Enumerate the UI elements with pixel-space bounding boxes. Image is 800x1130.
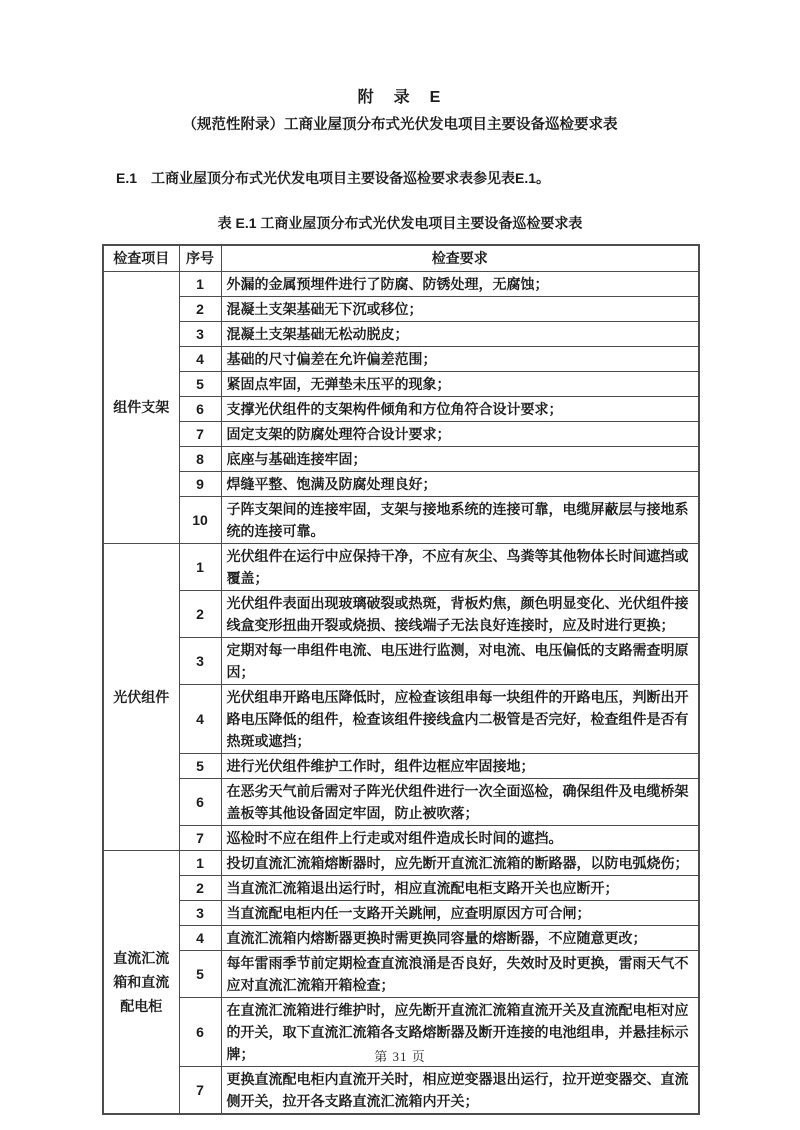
requirement-cell: 在直流汇流箱进行维护时，应先断开直流汇流箱直流开关及直流配电柜对应的开关，取下直流汇流箱各支路熔断器及断开连接的电池组串，并悬挂标示牌； [221, 997, 699, 1066]
column-header-check-item: 检查项目 [103, 245, 179, 271]
serial-number-cell: 6 [179, 778, 221, 825]
table-row [103, 496, 699, 543]
requirement-cell: 更换直流配电柜内直流开关时，相应逆变器退出运行，拉开逆变器交、直流侧开关，拉开各支路直流汇流箱内开关； [221, 1066, 699, 1114]
table-row [103, 446, 699, 471]
serial-number-cell: 10 [179, 496, 221, 543]
serial-number-cell: 3 [179, 637, 221, 684]
appendix-subtitle: （规范性附录）工商业屋顶分布式光伏发电项目主要设备巡检要求表 [182, 117, 618, 133]
serial-number-cell: 2 [179, 875, 221, 900]
table-caption: 表 E.1 工商业屋顶分布式光伏发电项目主要设备巡检要求表 [217, 215, 583, 231]
table-row [103, 321, 699, 346]
requirement-cell: 投切直流汇流箱熔断器时，应先断开直流汇流箱的断路器，以防电弧烧伤； [221, 850, 699, 875]
category-cell: 组件支架 [103, 271, 179, 543]
serial-number-cell: 4 [179, 346, 221, 371]
table-row [103, 850, 699, 875]
table-row [103, 875, 699, 900]
requirement-cell: 在恶劣天气前后需对子阵光伏组件进行一次全面巡检，确保组件及电缆桥架盖板等其他设备固定牢固，防止被吹落； [221, 778, 699, 825]
serial-number-cell: 1 [179, 271, 221, 296]
inspection-table-body [103, 271, 699, 1114]
requirement-cell: 当直流汇流箱退出运行时，相应直流配电柜支路开关也应断开； [221, 875, 699, 900]
requirement-cell: 光伏组串开路电压降低时，应检查该组串每一块组件的开路电压，判断出开路电压降低的组件，检查该组件接线盒内二极管是否完好，检查组件是否有热斑或遮挡； [221, 684, 699, 753]
requirement-cell: 直流汇流箱内熔断器更换时需更换同容量的熔断器，不应随意更改； [221, 925, 699, 950]
table-header-row [103, 245, 699, 271]
requirement-cell: 固定支架的防腐处理符合设计要求； [221, 421, 699, 446]
serial-number-cell: 6 [179, 997, 221, 1066]
serial-number-cell: 2 [179, 296, 221, 321]
table-row [103, 925, 699, 950]
serial-number-cell: 8 [179, 446, 221, 471]
serial-number-cell: 1 [179, 850, 221, 875]
category-cell: 光伏组件 [103, 543, 179, 850]
serial-number-cell: 6 [179, 396, 221, 421]
serial-number-cell: 4 [179, 684, 221, 753]
table-row [103, 950, 699, 997]
requirement-cell: 巡检时不应在组件上行走或对组件造成长时间的遮挡。 [221, 825, 699, 850]
table-row [103, 684, 699, 753]
serial-number-cell: 9 [179, 471, 221, 496]
serial-number-cell: 5 [179, 950, 221, 997]
requirement-cell: 子阵支架间的连接牢固，支架与接地系统的连接可靠，电缆屏蔽层与接地系统的连接可靠。 [221, 496, 699, 543]
table-row [103, 346, 699, 371]
requirement-cell: 进行光伏组件维护工作时，组件边框应牢固接地； [221, 753, 699, 778]
inspection-requirements-table [102, 244, 700, 1115]
serial-number-cell: 5 [179, 753, 221, 778]
serial-number-cell: 1 [179, 543, 221, 590]
requirement-cell: 底座与基础连接牢固； [221, 446, 699, 471]
column-header-check-requirement: 检查要求 [221, 245, 699, 271]
requirement-cell: 外漏的金属预埋件进行了防腐、防锈处理，无腐蚀； [221, 271, 699, 296]
table-row [103, 543, 699, 590]
requirement-cell: 定期对每一串组件电流、电压进行监测，对电流、电压偏低的支路需查明原因； [221, 637, 699, 684]
table-row [103, 371, 699, 396]
table-row [103, 271, 699, 296]
requirement-cell: 基础的尺寸偏差在允许偏差范围； [221, 346, 699, 371]
requirement-cell: 混凝土支架基础无下沉或移位； [221, 296, 699, 321]
table-row [103, 637, 699, 684]
table-row [103, 825, 699, 850]
table-row [103, 471, 699, 496]
table-row [103, 296, 699, 321]
table-row [103, 778, 699, 825]
serial-number-cell: 7 [179, 1066, 221, 1114]
requirement-cell: 混凝土支架基础无松动脱皮； [221, 321, 699, 346]
table-row [103, 900, 699, 925]
serial-number-cell: 4 [179, 925, 221, 950]
table-row [103, 1066, 699, 1114]
column-header-serial-number: 序号 [179, 245, 221, 271]
table-row [103, 421, 699, 446]
category-cell: 直流汇流箱和直流配电柜 [103, 850, 179, 1114]
requirement-cell: 光伏组件表面出现玻璃破裂或热斑，背板灼焦，颜色明显变化、光伏组件接线盒变形扭曲开裂或烧损、接线端子无法良好连接时，应及时进行更换； [221, 590, 699, 637]
table-row [103, 396, 699, 421]
serial-number-cell: 7 [179, 825, 221, 850]
serial-number-cell: 3 [179, 321, 221, 346]
page-number: 第 31 页 [374, 1049, 426, 1064]
intro-paragraph: E.1 工商业屋顶分布式光伏发电项目主要设备巡检要求表参见表E.1。 [116, 170, 551, 186]
serial-number-cell: 5 [179, 371, 221, 396]
table-row [103, 590, 699, 637]
requirement-cell: 焊缝平整、饱满及防腐处理良好； [221, 471, 699, 496]
serial-number-cell: 2 [179, 590, 221, 637]
serial-number-cell: 3 [179, 900, 221, 925]
requirement-cell: 光伏组件在运行中应保持干净，不应有灰尘、鸟粪等其他物体长时间遮挡或覆盖； [221, 543, 699, 590]
requirement-cell: 支撑光伏组件的支架构件倾角和方位角符合设计要求； [221, 396, 699, 421]
requirement-cell: 当直流配电柜内任一支路开关跳闸，应查明原因方可合闸； [221, 900, 699, 925]
requirement-cell: 每年雷雨季节前定期检查直流浪涌是否良好，失效时及时更换，雷雨天气不应对直流汇流箱开箱检查； [221, 950, 699, 997]
table-row [103, 753, 699, 778]
appendix-title: 附 录 E [357, 89, 443, 106]
serial-number-cell: 7 [179, 421, 221, 446]
requirement-cell: 紧固点牢固，无弹垫未压平的现象； [221, 371, 699, 396]
